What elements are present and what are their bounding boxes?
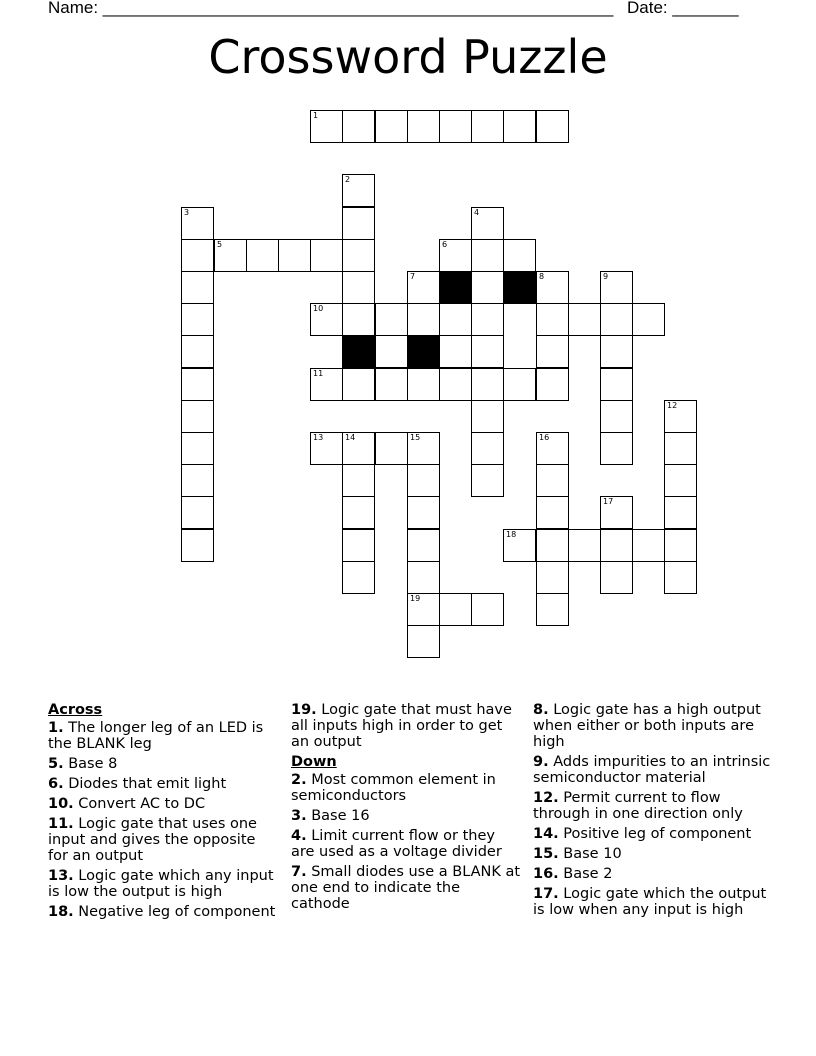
clue-text: Positive leg of component [558, 826, 752, 842]
clue-number: 16 [539, 433, 550, 442]
grid-cell[interactable] [342, 464, 375, 497]
grid-cell[interactable] [600, 561, 633, 594]
grid-cell[interactable] [310, 368, 343, 401]
grid-cell[interactable] [278, 239, 311, 272]
clue-text: Adds impurities to an intrinsic semiconductor material [533, 754, 771, 786]
clue-number: 4. [291, 828, 307, 844]
grid-cell[interactable] [664, 529, 697, 562]
grid-cell[interactable] [536, 368, 569, 401]
grid-cell[interactable] [246, 239, 279, 272]
clue-number: 3. [291, 808, 307, 824]
clue-number: 8 [539, 272, 545, 281]
grid-cell[interactable] [342, 496, 375, 529]
grid-cell[interactable] [536, 529, 569, 562]
clue-number: 10 [313, 304, 324, 313]
grid-cell[interactable] [342, 239, 375, 272]
grid-cell[interactable] [342, 561, 375, 594]
grid-cell[interactable] [342, 207, 375, 240]
grid-cell[interactable] [632, 303, 665, 336]
grid-cell[interactable] [407, 464, 440, 497]
grid-cell[interactable] [181, 529, 214, 562]
grid-cell[interactable] [375, 368, 408, 401]
clue-number: 5 [217, 240, 223, 249]
grid-cell[interactable] [439, 335, 472, 368]
grid-cell[interactable] [536, 335, 569, 368]
grid-cell[interactable] [471, 400, 504, 433]
clue-item [291, 864, 521, 912]
clue-item [48, 776, 276, 792]
clue-text: Convert AC to DC [73, 796, 206, 812]
grid-cell[interactable] [342, 303, 375, 336]
clues-column-1 [48, 702, 276, 924]
grid-cell[interactable] [664, 432, 697, 465]
grid-cell[interactable] [181, 303, 214, 336]
grid-cell[interactable] [181, 496, 214, 529]
grid-cell[interactable] [342, 529, 375, 562]
clue-number: 8. [533, 702, 549, 718]
clue-item [48, 868, 276, 900]
clue-number: 11. [48, 816, 74, 832]
grid-cell[interactable] [632, 529, 665, 562]
grid-cell[interactable] [568, 529, 601, 562]
grid-cell[interactable] [471, 110, 504, 143]
across-heading: Across [48, 702, 103, 718]
clue-number: 3 [184, 208, 190, 217]
clue-number: 12 [667, 401, 678, 410]
grid-cell[interactable] [471, 593, 504, 626]
clue-number: 14 [345, 433, 356, 442]
grid-cell[interactable] [342, 174, 375, 207]
clue-item [48, 756, 276, 772]
clue-number: 10. [48, 796, 74, 812]
black-cell [342, 335, 375, 368]
grid-cell[interactable] [181, 239, 214, 272]
clue-number: 9 [603, 272, 609, 281]
clue-item [533, 886, 773, 918]
grid-cell[interactable] [536, 271, 569, 304]
clue-text: Most common element in semiconductors [291, 772, 496, 804]
grid-cell[interactable] [471, 368, 504, 401]
grid-cell[interactable] [439, 110, 472, 143]
clue-number: 18. [48, 904, 74, 920]
grid-cell[interactable] [342, 368, 375, 401]
grid-cell[interactable] [664, 561, 697, 594]
grid-cell[interactable] [342, 271, 375, 304]
grid-cell[interactable] [375, 110, 408, 143]
down-heading: Down [291, 754, 337, 770]
clue-item [48, 904, 276, 920]
clue-number: 19 [410, 594, 421, 603]
clue-text: Base 2 [558, 866, 613, 882]
grid-cell[interactable] [503, 239, 536, 272]
clues-column-2 [291, 702, 521, 916]
clue-number: 17. [533, 886, 559, 902]
grid-cell[interactable] [536, 561, 569, 594]
grid-cell[interactable] [375, 335, 408, 368]
clue-item [48, 720, 276, 752]
grid-cell[interactable] [471, 432, 504, 465]
grid-cell[interactable] [471, 207, 504, 240]
grid-cell[interactable] [664, 400, 697, 433]
grid-cell[interactable] [536, 303, 569, 336]
clue-item [533, 790, 773, 822]
grid-cell[interactable] [181, 271, 214, 304]
grid-cell[interactable] [407, 368, 440, 401]
clue-text: The longer leg of an LED is the BLANK leg [48, 720, 264, 752]
grid-cell[interactable] [342, 432, 375, 465]
grid-cell[interactable] [600, 368, 633, 401]
grid-cell[interactable] [600, 432, 633, 465]
grid-cell[interactable] [503, 529, 536, 562]
grid-cell[interactable] [407, 271, 440, 304]
clue-item [291, 702, 521, 750]
clue-text: Logic gate has a high output when either or both inputs are high [533, 702, 761, 750]
clue-number: 17 [603, 497, 614, 506]
clue-number: 1 [313, 111, 319, 120]
clue-item [291, 772, 521, 804]
black-cell [439, 271, 472, 304]
page-title: Crossword Puzzle [208, 30, 608, 84]
clue-number: 6. [48, 776, 64, 792]
clue-text: Limit current flow or they are used as a voltage divider [291, 828, 502, 860]
grid-cell[interactable] [471, 271, 504, 304]
clue-item [533, 702, 773, 750]
grid-cell[interactable] [536, 432, 569, 465]
name-field-label: Name: ______________________________________________________ [48, 0, 614, 17]
clue-number: 12. [533, 790, 559, 806]
grid-cell[interactable] [664, 496, 697, 529]
clue-text: Permit current to flow through in one direction only [533, 790, 743, 822]
grid-cell[interactable] [407, 625, 440, 658]
grid-cell[interactable] [664, 464, 697, 497]
black-cell [407, 335, 440, 368]
clue-item [533, 866, 773, 882]
grid-cell[interactable] [471, 464, 504, 497]
grid-cell[interactable] [439, 368, 472, 401]
clue-number: 4 [474, 208, 480, 217]
grid-cell[interactable] [310, 239, 343, 272]
clues-column-3 [533, 702, 773, 922]
grid-cell[interactable] [407, 303, 440, 336]
clue-number: 9. [533, 754, 549, 770]
grid-cell[interactable] [181, 464, 214, 497]
grid-cell[interactable] [536, 593, 569, 626]
grid-cell[interactable] [568, 303, 601, 336]
grid-cell[interactable] [181, 432, 214, 465]
grid-cell[interactable] [310, 303, 343, 336]
clue-number: 2 [345, 175, 351, 184]
clue-text: Base 8 [63, 756, 118, 772]
grid-cell[interactable] [503, 368, 536, 401]
grid-cell[interactable] [407, 496, 440, 529]
grid-cell[interactable] [600, 335, 633, 368]
clue-item [291, 828, 521, 860]
grid-cell[interactable] [503, 110, 536, 143]
grid-cell[interactable] [407, 593, 440, 626]
grid-cell[interactable] [375, 432, 408, 465]
clue-number: 13 [313, 433, 324, 442]
grid-cell[interactable] [600, 271, 633, 304]
grid-cell[interactable] [536, 110, 569, 143]
grid-cell[interactable] [600, 496, 633, 529]
black-cell [503, 271, 536, 304]
grid-cell[interactable] [536, 496, 569, 529]
clue-number: 7 [410, 272, 416, 281]
clue-number: 15. [533, 846, 559, 862]
clue-number: 18 [506, 530, 517, 539]
clue-number: 14. [533, 826, 559, 842]
clue-item [533, 754, 773, 786]
clue-text: Base 10 [558, 846, 622, 862]
clue-number: 1. [48, 720, 64, 736]
grid-cell[interactable] [181, 400, 214, 433]
grid-cell[interactable] [471, 239, 504, 272]
grid-cell[interactable] [536, 464, 569, 497]
clue-text: Logic gate which any input is low the output is high [48, 868, 274, 900]
clue-item [291, 808, 521, 824]
grid-cell[interactable] [600, 303, 633, 336]
clue-text: Negative leg of component [73, 904, 276, 920]
grid-cell[interactable] [214, 239, 247, 272]
grid-cell[interactable] [310, 110, 343, 143]
clue-number: 2. [291, 772, 307, 788]
clue-text: Logic gate which the output is low when any input is high [533, 886, 767, 918]
clue-text: Logic gate that must have all inputs high in order to get an output [291, 702, 512, 750]
clue-item [48, 816, 276, 864]
grid-cell[interactable] [407, 561, 440, 594]
grid-cell[interactable] [600, 529, 633, 562]
date-field-label: Date: _______ [627, 0, 739, 17]
grid-cell[interactable] [310, 432, 343, 465]
clue-text: Diodes that emit light [63, 776, 227, 792]
clue-number: 6 [442, 240, 448, 249]
clue-item [533, 846, 773, 862]
grid-cell[interactable] [471, 303, 504, 336]
clue-text: Base 16 [306, 808, 370, 824]
grid-cell[interactable] [439, 593, 472, 626]
clue-number: 13. [48, 868, 74, 884]
clue-item [533, 826, 773, 842]
grid-cell[interactable] [375, 303, 408, 336]
clue-text: Logic gate that uses one input and gives the opposite for an output [48, 816, 257, 864]
grid-cell[interactable] [439, 239, 472, 272]
clue-number: 7. [291, 864, 307, 880]
clue-number: 5. [48, 756, 64, 772]
clue-number: 11 [313, 369, 324, 378]
clue-number: 16. [533, 866, 559, 882]
clue-number: 19. [291, 702, 317, 718]
grid-cell[interactable] [342, 110, 375, 143]
grid-cell[interactable] [407, 432, 440, 465]
clue-text: Small diodes use a BLANK at one end to indicate the cathode [291, 864, 521, 912]
grid-cell[interactable] [471, 335, 504, 368]
grid-cell[interactable] [407, 110, 440, 143]
grid-cell[interactable] [181, 368, 214, 401]
grid-cell[interactable] [407, 529, 440, 562]
grid-cell[interactable] [600, 400, 633, 433]
clue-item [48, 796, 276, 812]
clue-number: 15 [410, 433, 421, 442]
grid-cell[interactable] [181, 335, 214, 368]
grid-cell[interactable] [181, 207, 214, 240]
